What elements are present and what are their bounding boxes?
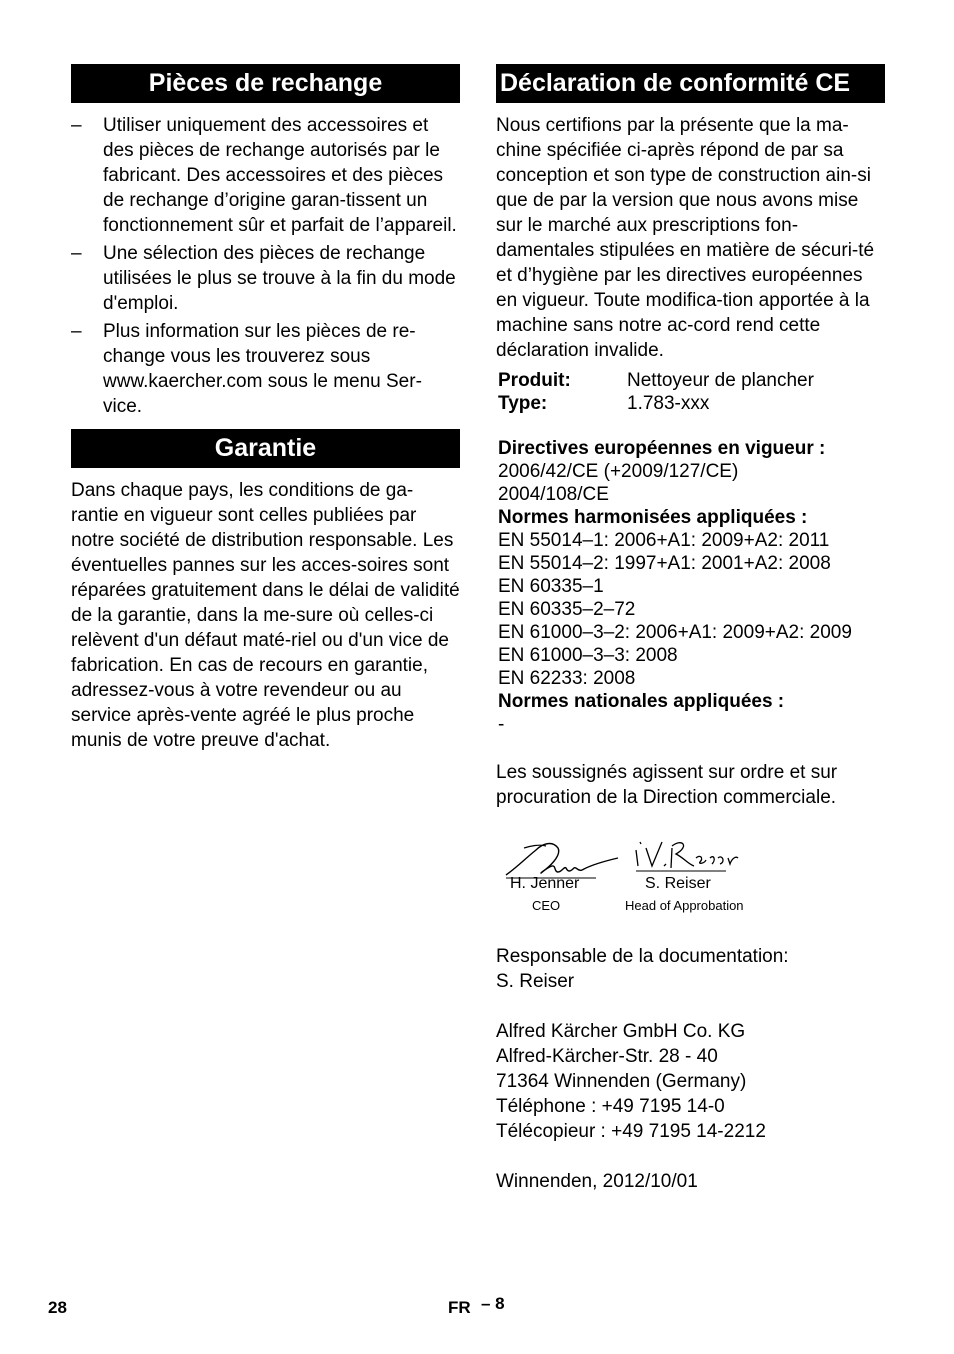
list-item: – Utiliser uniquement des accessoires et des pièces de rechange autorisés par le fabricant. Des accessoires et des pièces de rechange d’origine garan-tissent un fonctionnement sûr et parfait de l’appareil. — [71, 115, 457, 236]
list-item: – Une sélection des pièces de rechange utilisées le plus se trouve à la fin du mode d'emploi. — [71, 243, 456, 314]
product-value: Nettoyeur de plancher — [627, 370, 814, 391]
type-value: 1.783-xxx — [627, 393, 710, 414]
directive-item: 2004/108/CE — [498, 484, 609, 505]
footer-subpage: – 8 — [481, 1294, 505, 1313]
harmonized-heading: Normes harmonisées appliquées : — [498, 507, 808, 528]
address-line: Alfred-Kärcher-Str. 28 - 40 — [496, 1046, 718, 1067]
harmonized-item: EN 55014–2: 1997+A1: 2001+A2: 2008 — [498, 553, 831, 574]
place-date: Winnenden, 2012/10/01 — [496, 1171, 698, 1192]
warranty-heading: Garantie — [71, 429, 460, 468]
warranty-text: Dans chaque pays, les conditions de ga-rantie en vigueur sont celles publiées par notre société de distribution responsable. Les éventuelles pannes sur les acces-soires sont réparées gratuitement dans le délai de validité de la garantie, dans la me-sure où celles-ci relèvent d'un défaut maté-riel ou d'un vice de fabrication. En cas de recours en garantie, adressez-vous à votre revendeur ou au service après-vente agréé le plus proche munis de votre preuve d'achat. — [71, 480, 460, 751]
harmonized-item: EN 60335–1 — [498, 576, 604, 597]
address-line: 71364 Winnenden (Germany) — [496, 1071, 747, 1092]
standards-block — [496, 437, 885, 736]
signature-block — [496, 828, 885, 920]
address-line: Alfred Kärcher GmbH Co. KG — [496, 1021, 746, 1042]
harmonized-item: EN 62233: 2008 — [498, 668, 636, 689]
signatory-left-name: H. Jenner — [510, 875, 580, 892]
company-address — [496, 1019, 885, 1144]
spare-parts-list — [71, 113, 460, 419]
directives-heading: Directives européennes en vigueur : — [498, 438, 826, 459]
harmonized-item: EN 61000–3–3: 2008 — [498, 645, 678, 666]
type-row — [496, 392, 885, 415]
doc-responsible-label: Responsable de la documentation: — [496, 946, 789, 967]
national-value: - — [498, 714, 505, 735]
address-line: Télécopieur : +49 7195 14-2212 — [496, 1121, 766, 1142]
signatory-right-role: Head of Approbation — [625, 898, 744, 913]
product-spec — [496, 369, 885, 415]
harmonized-item: EN 60335–2–72 — [498, 599, 636, 620]
doc-responsible-name: S. Reiser — [496, 971, 575, 992]
footer-language: FR — [448, 1298, 471, 1317]
signatories-text: Les soussignés agissent sur ordre et sur procuration de la Direction commerciale. — [496, 762, 838, 808]
harmonized-item: EN 61000–3–2: 2006+A1: 2009+A2: 2009 — [498, 622, 852, 643]
product-row — [496, 369, 885, 392]
address-line: Téléphone : +49 7195 14-0 — [496, 1096, 725, 1117]
conformity-heading: Déclaration de conformité CE — [496, 64, 885, 103]
right-column — [496, 64, 885, 1194]
signatory-right-name: S. Reiser — [645, 875, 711, 892]
spare-parts-heading: Pièces de rechange — [71, 64, 460, 103]
list-item: – Plus information sur les pièces de re-change vous les trouverez sous www.kaercher.com sous le menu Ser-vice. — [71, 321, 422, 417]
harmonized-item: EN 55014–1: 2006+A1: 2009+A2: 2011 — [498, 530, 830, 551]
left-column — [71, 64, 460, 753]
conformity-intro: Nous certifions par la présente que la ma-chine spécifiée ci-après répond de par sa conception et son type de construction ain-si que de par la version que nous avons mise sur le marché aux prescriptions fon-damentales stipulées en matière de sécuri-té et d’hygiène par les directives européennes en vigueur. Toute modifica-tion apportée à la machine sans notre ac-cord rend cette déclaration invalide. — [496, 115, 875, 361]
type-label: Type: — [498, 393, 548, 414]
national-heading: Normes nationales appliquées : — [498, 691, 785, 712]
directive-item: 2006/42/CE (+2009/127/CE) — [498, 461, 739, 482]
page-number: 28 — [48, 1298, 67, 1317]
signatory-left-role: CEO — [532, 898, 561, 913]
documentation-responsible — [496, 944, 885, 994]
product-label: Produit: — [498, 370, 571, 391]
